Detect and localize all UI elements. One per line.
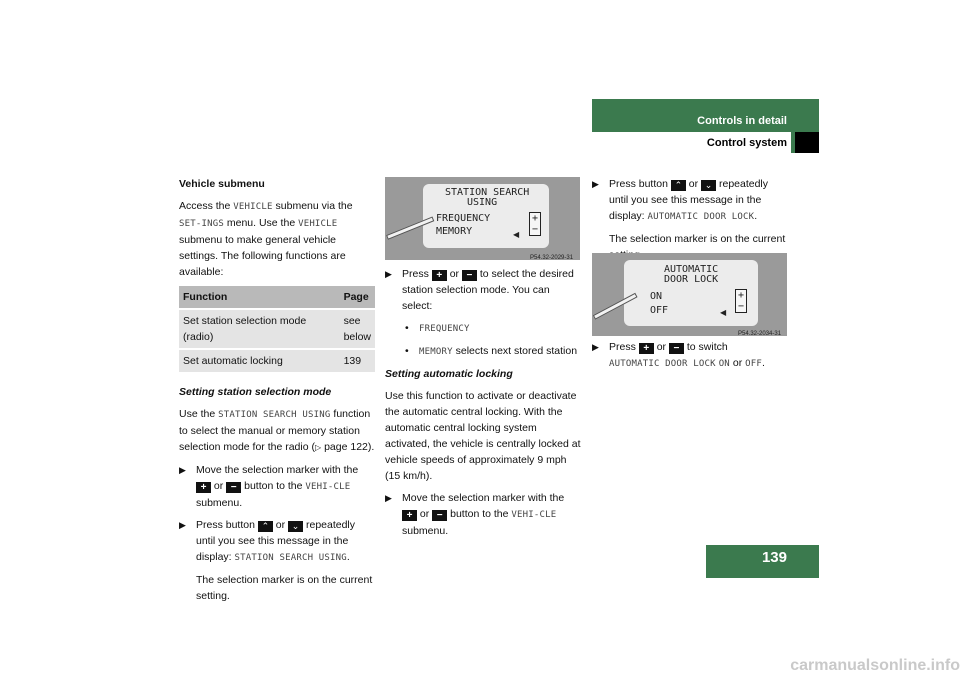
bullet-dot-icon: • bbox=[405, 345, 409, 357]
plus-button-icon: + bbox=[432, 270, 447, 281]
column-1 bbox=[179, 176, 375, 610]
step-select-mode: ▶ Press + or − to select the desired station selection mode. You can select: bbox=[385, 268, 574, 312]
arrow-bullet-icon: ▶ bbox=[592, 342, 599, 352]
plus-minus-icon: + − bbox=[529, 212, 541, 236]
station-search-display bbox=[385, 177, 580, 260]
minus-button-icon: − bbox=[462, 270, 477, 281]
arrow-bullet-icon: ▶ bbox=[385, 493, 392, 503]
up-button-icon: ⌃ bbox=[258, 521, 273, 532]
down-button-icon: ⌄ bbox=[288, 521, 303, 532]
display-title-2: USING bbox=[467, 197, 498, 208]
plus-button-icon: + bbox=[639, 343, 654, 354]
minus-button-icon: − bbox=[226, 482, 241, 493]
vehicle-intro: Access the VEHICLE submenu via the SET-INGS menu. Use the VEHICLE submenu to make general vehicle settings. The following functions are available: bbox=[179, 200, 353, 278]
arrow-bullet-icon: ▶ bbox=[385, 269, 392, 279]
display-option-1: FREQUENCY bbox=[436, 213, 491, 224]
arrow-bullet-icon: ▶ bbox=[592, 179, 599, 189]
station-mode-para: Use the STATION SEARCH USING function to select the manual or memory station selection mode for the radio (▷ page 122). bbox=[179, 408, 375, 453]
display-option-2: MEMORY bbox=[436, 226, 473, 237]
auto-lock-para: Use this function to activate or deactivate the automatic central locking. With the automatic central locking system activated, the vehicle is centrally locked at vehicle speeds of approximately 9 mph (15 km/h). bbox=[385, 390, 581, 482]
plus-button-icon: + bbox=[402, 510, 417, 521]
display-title-2: DOOR LOCK bbox=[664, 274, 719, 285]
display-title-1: STATION SEARCH bbox=[445, 187, 530, 198]
bullet-dot-icon: • bbox=[405, 322, 409, 334]
up-button-icon: ⌃ bbox=[671, 180, 686, 191]
auto-lock-heading: Setting automatic locking bbox=[385, 368, 513, 380]
down-button-icon: ⌄ bbox=[701, 180, 716, 191]
minus-button-icon: − bbox=[432, 510, 447, 521]
option-memory: • MEMORY selects next stored station bbox=[405, 345, 578, 357]
minus-button-icon: − bbox=[669, 343, 684, 354]
display-option-2: OFF bbox=[650, 305, 669, 316]
table-row: Set automatic locking 139 bbox=[179, 349, 375, 373]
arrow-bullet-icon: ▶ bbox=[179, 465, 186, 475]
vehicle-submenu-heading: Vehicle submenu bbox=[179, 178, 265, 190]
display-caption: P54.32-2034-31 bbox=[738, 331, 782, 337]
station-mode-heading: Setting station selection mode bbox=[179, 386, 332, 398]
function-table bbox=[179, 286, 375, 374]
arrow-bullet-icon: ▶ bbox=[179, 520, 186, 530]
display-title-1: AUTOMATIC bbox=[664, 264, 719, 275]
page-number-box bbox=[706, 545, 819, 578]
table-header-row: Function Page bbox=[179, 286, 375, 309]
door-lock-display bbox=[592, 253, 787, 336]
step-switch-lock: ▶ Press + or − to switch AUTOMATIC DOOR LOCK ON or OFF. bbox=[592, 341, 765, 369]
plus-minus-icon: + − bbox=[735, 289, 747, 313]
step-move-marker-2: ▶ Move the selection marker with the + or − button to the VEHI-CLE submenu. bbox=[385, 492, 565, 537]
selection-marker-icon: ◀ bbox=[720, 308, 727, 317]
table-row: Set station selection mode (radio) see below bbox=[179, 309, 375, 349]
watermark: carmanualsonline.info bbox=[790, 657, 960, 674]
column-2 bbox=[385, 266, 581, 545]
display-caption: P54.32-2029-31 bbox=[530, 255, 574, 261]
option-frequency: • FREQUENCY bbox=[405, 322, 470, 334]
step-press-button: ▶ Press button ⌃ or ⌄ repeatedly until you see this message in the display: STATION SEARCH USING. The selection marker is on the current setting. bbox=[179, 517, 375, 604]
display-option-1: ON bbox=[650, 291, 663, 302]
selection-marker-icon: ◀ bbox=[513, 230, 520, 239]
page-ref-icon: ▷ bbox=[315, 443, 322, 452]
page-number: 139 bbox=[761, 549, 787, 566]
step-move-marker: ▶ Move the selection marker with the + or − button to the VEHI-CLE submenu. bbox=[179, 464, 359, 509]
section-title: Controls in detail bbox=[697, 115, 787, 127]
step-press-button-2: ▶ Press button ⌃ or ⌄ repeatedly until you see this message in the display: AUTOMATIC DOOR LOCK. The selection marker is on the current bbox=[592, 176, 788, 263]
selection-note-2: The selection marker is on the current bbox=[609, 233, 786, 245]
subsection-title: Control system bbox=[706, 137, 787, 149]
plus-button-icon: + bbox=[196, 482, 211, 493]
column-3-lower bbox=[592, 339, 788, 378]
header-black-tab bbox=[795, 132, 819, 153]
selection-note: The selection marker is on the current setting. bbox=[196, 574, 373, 602]
